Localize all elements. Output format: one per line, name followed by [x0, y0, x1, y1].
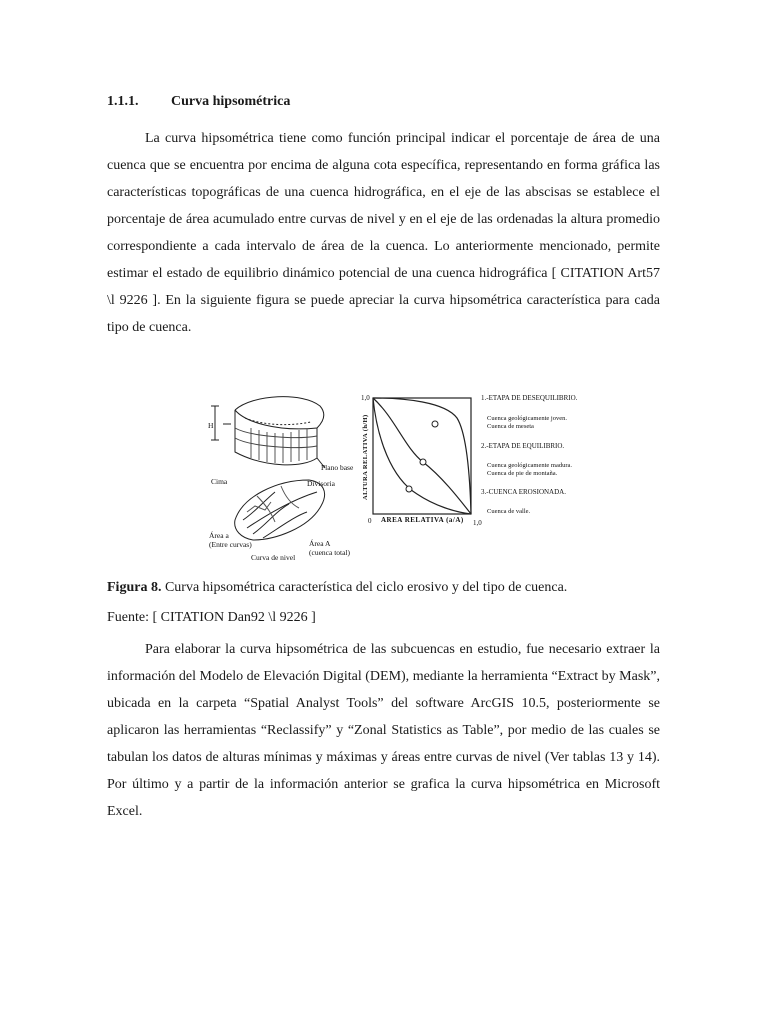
figure-graphic	[205, 388, 610, 564]
label-area-a: Área a	[209, 531, 229, 540]
label-curva-nivel: Curva de nivel	[251, 553, 296, 562]
hypsometric-chart	[361, 394, 482, 527]
figure-source: Fuente: [ CITATION Dan92 \l 9226 ]	[107, 610, 316, 625]
chart-y-label: ALTURA RELATIVA (h/H)	[362, 414, 369, 500]
chart-y-max: 1,0	[361, 394, 370, 402]
legend-stage1-title: 1.-ETAPA DE DESEQUILIBRIO.	[481, 394, 578, 402]
method-paragraph: Para elaborar la curva hipsométrica de las subcuencas en estudio, fue necesario extraer la información del Modelo de Elevación Digital (DEM), mediante la herramienta “Extract by Mask”, ubicada en la carpeta “Spatial Analyst Tools” del software ArcGIS 10.5, posteriormente se aplicaron las herramientas “Reclassify” y “Zonal Statistics as Table”, por medio de las cuales se tabulan los datos de alturas mínimas y máximas y áreas entre curvas de nivel (Ver tablas 13 y 14). Por último y a partir de la información anterior se grafica la curva hipsométrica en Microsoft Excel.	[107, 642, 660, 819]
hypsometric-figure	[205, 388, 610, 564]
intro-paragraph: La curva hipsométrica tiene como función principal indicar el porcentaje de área de una cuenca que se encuentra por encima de alguna cota específica, representando en forma gráfica las características topográficas de una cuenca hidrográfica, en el eje de las abscisas se establece el porcentaje de área acumulado entre curvas de nivel y en el eje de las ordenadas la altura promedio correspondiente a cada intervalo de área de la cuenca. Lo anteriormente mencionado, permite estimar el estado de equilibrio dinámico potencial de una cuenca hidrográfica [ CITATION Art57 \l 9226 ]. En la siguiente figura se puede apreciar la curva hipsométrica característica para cada tipo de cuenca.	[107, 131, 660, 335]
marker-stage-1	[432, 421, 438, 427]
section-heading	[107, 94, 290, 110]
basin-plan-view	[235, 480, 325, 540]
chart-origin: 0	[368, 517, 372, 525]
legend-stage1-line2: Cuenca de meseta	[487, 423, 534, 430]
chart-x-max: 1,0	[473, 519, 482, 527]
label-entre-curvas: (Entre curvas)	[209, 540, 252, 549]
basin-block-diagram	[211, 397, 325, 468]
legend-stage3-title: 3.-CUENCA EROSIONADA.	[481, 488, 566, 496]
legend-stage1-line1: Cuenca geológicamente joven.	[487, 415, 567, 422]
legend-stage3-line1: Cuenca de valle.	[487, 508, 531, 515]
label-cuenca-total: (cuenca total)	[309, 548, 351, 557]
legend-stage2-title: 2.-ETAPA DE EQUILIBRIO.	[481, 442, 565, 450]
caption-text: Curva hipsométrica característica del ciclo erosivo y del tipo de cuenca.	[161, 580, 568, 595]
label-cima: Cima	[211, 477, 228, 486]
basin-labels	[208, 421, 354, 562]
figure-caption	[107, 580, 567, 596]
label-plano-base: Plano base	[321, 463, 354, 472]
legend-stage2-line1: Cuenca geológicamente madura.	[487, 462, 573, 469]
section-title: Curva hipsométrica	[171, 94, 291, 109]
label-h: H	[208, 421, 214, 430]
label-area-A: Área A	[309, 539, 331, 548]
chart-x-label: AREA RELATIVA (a/A)	[381, 516, 464, 524]
label-divisoria: Divisoria	[307, 479, 335, 488]
marker-stage-3	[406, 486, 412, 492]
marker-stage-2	[420, 459, 426, 465]
section-number: 1.1.1.	[107, 94, 139, 109]
caption-label: Figura 8.	[107, 580, 162, 595]
figure-legend	[481, 394, 578, 515]
legend-stage2-line2: Cuenca de pie de montaña.	[487, 470, 558, 477]
